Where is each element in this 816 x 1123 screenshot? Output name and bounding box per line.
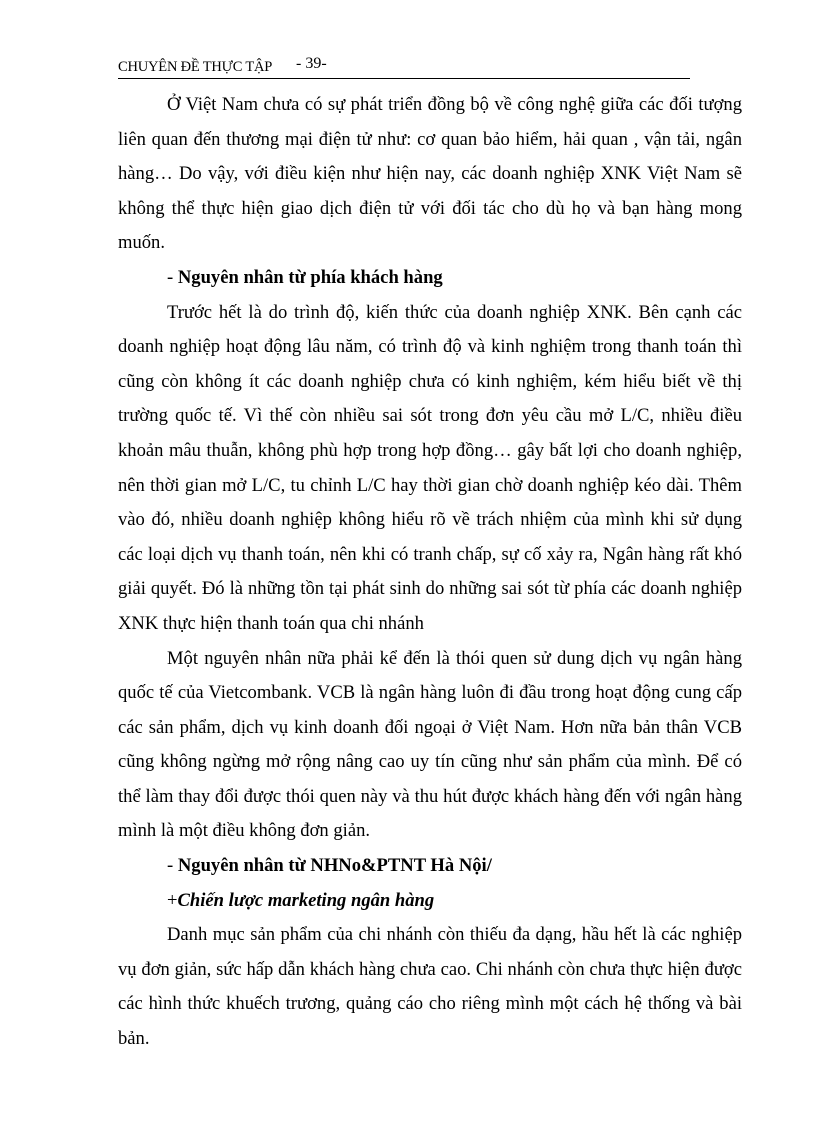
heading-prefix: - (167, 266, 178, 288)
document-body (118, 88, 742, 1057)
section-heading-branch (118, 849, 742, 884)
page-number: - 39- (296, 55, 327, 72)
paragraph-customer-causes: Trước hết là do trình độ, kiến thức của doanh nghiệp XNK. Bên cạnh các doanh nghiệp hoạt động lâu năm, có trình độ và kinh nghiệm trong thanh toán thì cũng còn không ít các doanh nghiệp chưa có kinh nghiệm, kém hiểu biết về thị trường quốc tế. Vì thế còn nhiều sai sót trong đơn yêu cầu mở L/C, nhiều điều khoản mâu thuẫn, không phù hợp trong hợp đồng… gây bất lợi cho doanh nghiệp, nên thời gian mở L/C, tu chỉnh L/C hay thời gian chờ doanh nghiệp kéo dài. Thêm vào đó, nhiều doanh nghiệp không hiểu rõ về trách nhiệm của mình khi sử dụng các loại dịch vụ thanh toán, nên khi có tranh chấp, sự cố xảy ra, Ngân hàng rất khó giải quyết. Đó là những tồn tại phát sinh do những sai sót từ phía các doanh nghiệp XNK thực hiện thanh toán qua chi nhánh (118, 301, 742, 634)
paragraph-habits: Một nguyên nhân nữa phải kể đến là thói quen sử dung dịch vụ ngân hàng quốc tế của Vietcombank. VCB là ngân hàng luôn đi đầu trong hoạt động cung cấp các sản phẩm, dịch vụ kinh doanh đối ngoại ở Việt Nam. Hơn nữa bản thân VCB cũng không ngừng mở rộng nâng cao uy tín cũng như sản phẩm của mình. Để có thể làm thay đổi được thói quen này và thu hút được khách hàng đến với ngân hàng mình là một điều không đơn giản. (118, 647, 742, 842)
section-heading-customer (118, 261, 742, 296)
heading-prefix: - (167, 855, 178, 877)
heading-text: Chiến lược marketing ngân hàng (177, 889, 435, 911)
paragraph-tech-sync: Ở Việt Nam chưa có sự phát triển đồng bộ về công nghệ giữa các đối tượng liên quan đến thương mại điện tử như: cơ quan bảo hiểm, hải quan , vận tải, ngân hàng… Do vậy, với điều kiện như hiện nay, các doanh nghiệp XNK Việt Nam sẽ không thể thực hiện giao dịch điện tử với đối tác cho dù họ và bạn hàng mong muốn. (118, 94, 742, 254)
heading-text: Nguyên nhân từ phía khách hàng (177, 266, 443, 288)
header-title: CHUYÊN ĐỀ THỰC TẬP (118, 59, 273, 75)
heading-text: Nguyên nhân từ NHNo&PTNT Hà Nội/ (177, 855, 492, 877)
subsection-heading-marketing (118, 884, 742, 919)
heading-prefix: + (167, 889, 178, 911)
paragraph-product-portfolio: Danh mục sản phẩm của chi nhánh còn thiếu đa dạng, hầu hết là các nghiệp vụ đơn giản, sức hấp dẫn khách hàng chưa cao. Chi nhánh còn chưa thực hiện được các hình thức khuếch trương, quảng cáo cho riêng mình một cách hệ thống và bài bản. (118, 924, 742, 1050)
page-header (118, 56, 690, 79)
